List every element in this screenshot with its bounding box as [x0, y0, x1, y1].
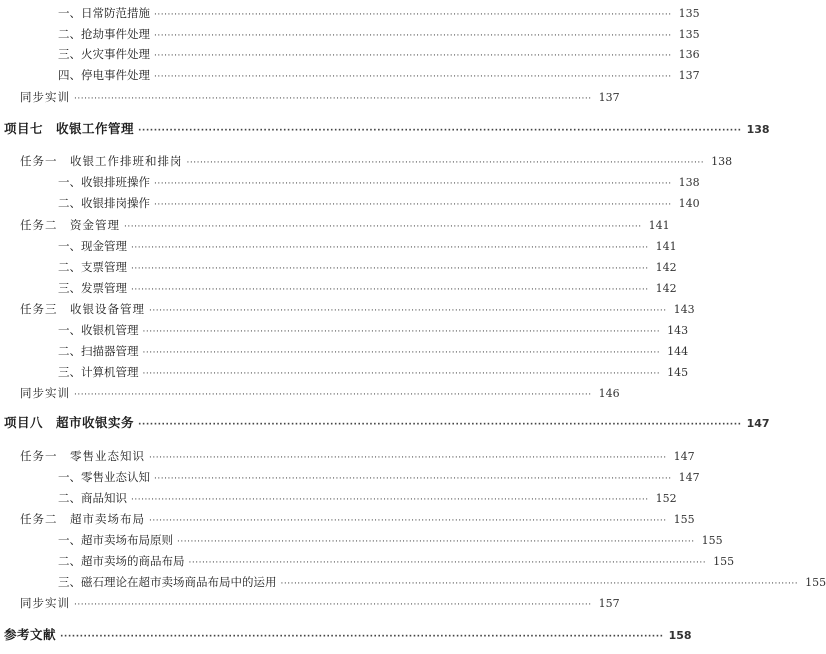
toc-entry-title: 二、超市卖场的商品布局 [58, 554, 185, 568]
toc-entry-page: 141 [655, 240, 677, 253]
toc-entry-cash[interactable] [58, 238, 677, 256]
toc-entry-title: 二、收银排岗操作 [58, 196, 150, 210]
toc-entry-page: 147 [678, 471, 700, 484]
toc-entry-page: 147 [746, 417, 770, 430]
toc-entry-page: 135 [678, 28, 700, 41]
dot-leader: ·························································································································································· [131, 243, 649, 253]
toc-entry-page: 137 [678, 69, 700, 82]
toc-entry-page: 138 [746, 123, 770, 136]
toc-task-title: 任务一 收银工作排班和排岗 [20, 154, 183, 168]
toc-entry-page: 155 [713, 555, 735, 568]
dot-leader: ·························································································································································· [138, 126, 742, 136]
toc-task-title: 任务二 资金管理 [20, 218, 120, 232]
toc-entry-title: 一、现金管理 [58, 239, 127, 253]
dot-leader: ·························································································································································· [142, 348, 661, 358]
toc-entry-product-layout[interactable] [58, 553, 735, 571]
toc-entry-page: 152 [655, 492, 677, 505]
toc-entry-scanner[interactable] [58, 343, 689, 361]
toc-entry-title: 一、超市卖场布局原则 [58, 533, 173, 547]
toc-project-7[interactable] [4, 121, 770, 139]
toc-entry-post-assignment[interactable] [58, 195, 700, 213]
toc-entry-page: 142 [655, 261, 677, 274]
toc-task-store-layout[interactable] [20, 511, 695, 529]
toc-entry-title: 三、计算机管理 [58, 365, 139, 379]
toc-entry-title: 三、火灾事件处理 [58, 47, 150, 61]
toc-entry-page: 136 [678, 48, 700, 61]
dot-leader: ·························································································································································· [138, 420, 742, 430]
toc-task-equipment[interactable] [20, 301, 695, 319]
toc-entry-title: 二、支票管理 [58, 260, 127, 274]
toc-entry-practice[interactable] [20, 595, 620, 613]
dot-leader: ·························································································································································· [154, 31, 672, 41]
toc-entry-page: 142 [655, 282, 677, 295]
toc-entry-page: 147 [673, 450, 695, 463]
dot-leader: ·························································································································································· [154, 474, 672, 484]
toc-entry-title: 一、收银机管理 [58, 323, 139, 337]
toc-entry-retail-cognition[interactable] [58, 469, 700, 487]
dot-leader: ·························································································································································· [124, 222, 642, 232]
toc-entry-page: 143 [667, 324, 689, 337]
toc-task-scheduling[interactable] [20, 153, 733, 171]
dot-leader: ·························································································································································· [154, 200, 672, 210]
dot-leader: ·························································································································································· [131, 285, 649, 295]
toc-entry-page: 141 [648, 219, 670, 232]
dot-leader: ·························································································································································· [131, 264, 649, 274]
toc-entry-title: 二、商品知识 [58, 491, 127, 505]
toc-entry-page: 158 [668, 629, 692, 642]
dot-leader: ·························································································································································· [149, 516, 667, 526]
toc-entry-title: 三、发票管理 [58, 281, 127, 295]
dot-leader: ·························································································································································· [142, 369, 661, 379]
toc-entry-title: 一、零售业态认知 [58, 470, 150, 484]
toc-entry-magnet-theory[interactable] [58, 574, 826, 592]
toc-project-8[interactable] [4, 415, 770, 433]
dot-leader: ·························································································································································· [149, 453, 667, 463]
dot-leader: ·························································································································································· [177, 537, 695, 547]
toc-task-title: 任务一 零售业态知识 [20, 449, 145, 463]
toc-entry-title: 同步实训 [20, 90, 70, 104]
toc-entry-daily-prevention[interactable] [58, 5, 700, 23]
toc-entry-page: 144 [667, 345, 689, 358]
toc-entry-practice[interactable] [20, 385, 620, 403]
toc-entry-title: 四、停电事件处理 [58, 68, 150, 82]
toc-task-title: 任务三 收银设备管理 [20, 302, 145, 316]
dot-leader: ·························································································································································· [280, 579, 799, 589]
toc-entry-title: 二、抢劫事件处理 [58, 27, 150, 41]
toc-entry-page: 157 [598, 597, 620, 610]
dot-leader: ·························································································································································· [142, 327, 661, 337]
toc-entry-title: 一、收银排班操作 [58, 175, 150, 189]
toc-entry-shift-scheduling[interactable] [58, 174, 700, 192]
dot-leader: ·························································································································································· [186, 158, 705, 168]
toc-task-funds[interactable] [20, 217, 670, 235]
dot-leader: ·························································································································································· [188, 558, 707, 568]
toc-entry-page: 145 [667, 366, 689, 379]
toc-entry-practice[interactable] [20, 89, 620, 107]
toc-entry-power-outage-handling[interactable] [58, 67, 700, 85]
toc-entry-page: 137 [598, 91, 620, 104]
toc-project-title: 项目七 收银工作管理 [4, 121, 135, 136]
toc-entry-page: 143 [673, 303, 695, 316]
toc-project-title: 参考文献 [4, 627, 57, 642]
toc-project-title: 项目八 超市收银实务 [4, 415, 135, 430]
dot-leader: ·························································································································································· [74, 390, 592, 400]
toc-entry-robbery-handling[interactable] [58, 26, 700, 44]
dot-leader: ·························································································································································· [154, 51, 672, 61]
toc-entry-page: 155 [673, 513, 695, 526]
toc-entry-product-knowledge[interactable] [58, 490, 677, 508]
toc-entry-page: 138 [711, 155, 733, 168]
toc-task-retail-formats[interactable] [20, 448, 695, 466]
toc-entry-computer[interactable] [58, 364, 689, 382]
toc-entry-cheques[interactable] [58, 259, 677, 277]
dot-leader: ·························································································································································· [154, 10, 672, 20]
dot-leader: ·························································································································································· [149, 306, 667, 316]
toc-entry-page: 138 [678, 176, 700, 189]
toc-entry-title: 三、磁石理论在超市卖场商品布局中的运用 [58, 575, 277, 589]
dot-leader: ·························································································································································· [154, 179, 672, 189]
toc-entry-page: 135 [678, 7, 700, 20]
toc-entry-fire-handling[interactable] [58, 46, 700, 64]
dot-leader: ·························································································································································· [60, 632, 664, 642]
dot-leader: ·························································································································································· [131, 495, 649, 505]
toc-entry-page: 155 [701, 534, 723, 547]
dot-leader: ·························································································································································· [154, 72, 672, 82]
dot-leader: ·························································································································································· [74, 600, 592, 610]
toc-entry-title: 一、日常防范措施 [58, 6, 150, 20]
toc-entry-page: 146 [598, 387, 620, 400]
toc-entry-title: 同步实训 [20, 386, 70, 400]
toc-entry-title: 二、扫描器管理 [58, 344, 139, 358]
toc-references[interactable] [4, 627, 692, 645]
toc-entry-invoices[interactable] [58, 280, 677, 298]
dot-leader: ·························································································································································· [74, 94, 592, 104]
toc-entry-layout-principles[interactable] [58, 532, 723, 550]
toc-entry-title: 同步实训 [20, 596, 70, 610]
toc-entry-cash-register[interactable] [58, 322, 689, 340]
toc-entry-page: 155 [805, 576, 826, 589]
toc-task-title: 任务二 超市卖场布局 [20, 512, 145, 526]
toc-entry-page: 140 [678, 197, 700, 210]
